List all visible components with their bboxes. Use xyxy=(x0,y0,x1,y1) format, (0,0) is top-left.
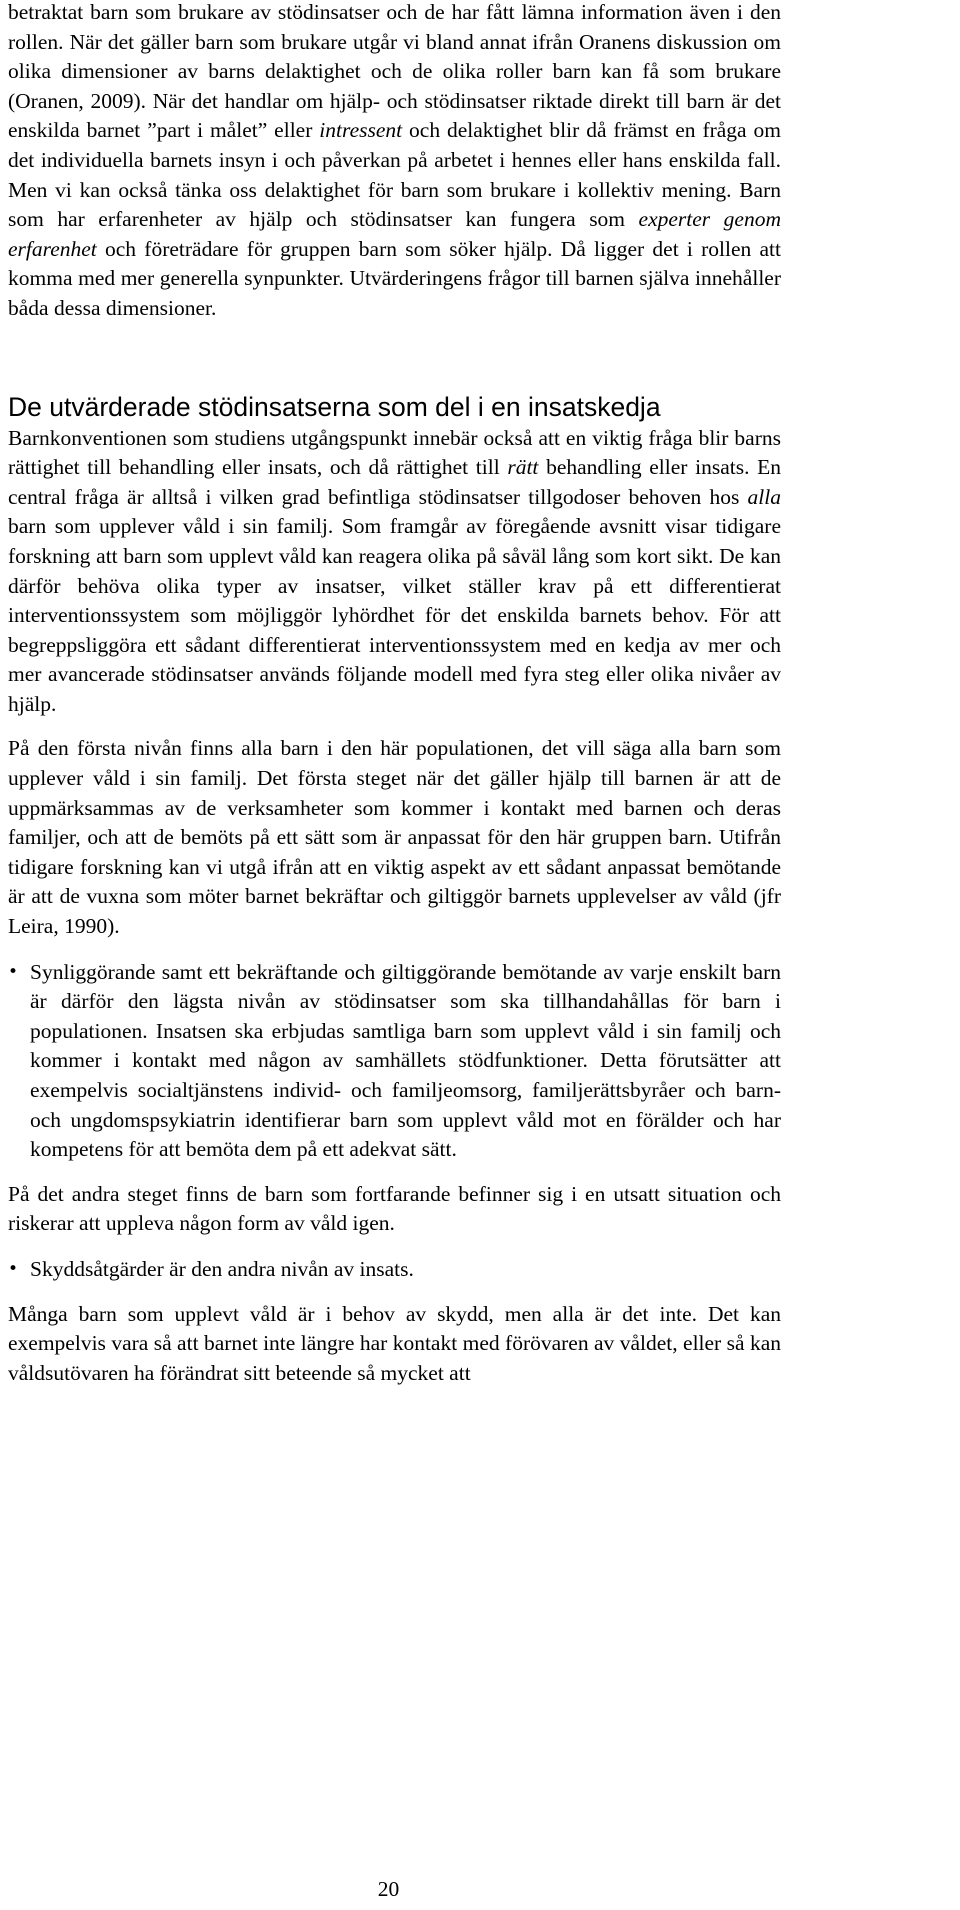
paragraph-forsta-nivan: På den första nivån finns alla barn i den här populationen, det vill säga alla barn som upplever våld i sin familj. Det första steget när det gäller hjälp till barnen är att de uppmärksammas av de verksamheter som kommer i kontakt med barnen och deras familjer, och att de bemöts på ett sätt som är anpassat för den här gruppen barn. Utifrån tidigare forskning kan vi utgå ifrån att en viktig aspekt av ett sådant anpassat bemötande är att de vuxna som möter barnet bekräftar och giltiggör barnets upplevelser av våld (jfr Leira, 1990). xyxy=(8,736,781,939)
text-run: och delaktighet blir då främst en fråga om det individuella barnets insyn i och påverkan på arbetet i hennes eller hans enskilda fall. Men vi kan också tänka oss delaktighet för barn som brukare i kollektiv mening. Barn som har erfarenheter av hjälp och stödinsatser kan fungera som xyxy=(8,118,781,232)
text-run: och företrädare för gruppen barn som söker hjälp. Då ligger det i rollen att komma med mer generella synpunkter. Utvärderingens frågor till barnen själva innehåller båda dessa dimensioner. xyxy=(8,236,781,320)
section-heading: De utvärderade stödinsatserna som del i en insatskedja xyxy=(8,391,661,422)
text-run: barn som upplever våld i sin familj. Som framgår av föregående avsnitt visar tidigare forskning att barn som upplevt våld kan reagera olika på såväl lång som kort sikt. De kan därför behöva olika typer av insatser, vilket ställer krav på ett differentierat interventionssystem som möjliggör lyhördhet för det enskilda barnets behov. För att begreppsliggöra ett sådant differentierat interventionssystem med en kedja av mer och mer avancerade stödinsatser används följande modell med fyra steg eller olika nivåer av hjälp. xyxy=(8,514,781,716)
page-number: 20 xyxy=(377,1877,400,1901)
text-run: betraktat barn som brukare av stödinsatser och de har fått lämna information även i den rollen. När det gäller barn som brukare utgår vi bland annat ifrån Oranens diskussion om olika dimensioner av barns delaktighet och de olika roller barn kan få som brukare (Oranen, 2009). När det handlar om hjälp- och stödinsatser riktade direkt till barn är det enskilda barnet ”part i målet” eller xyxy=(8,0,781,143)
bullet-icon: • xyxy=(8,961,19,982)
paragraph-delaktighet xyxy=(8,0,781,324)
document-page xyxy=(8,0,781,1388)
bullet-item-skyddsatgarder xyxy=(8,1255,781,1285)
paragraph-andra-steget: På det andra steget finns de barn som fortfarande befinner sig i en utsatt situation och riskerar att uppleva någon form av våld igen. xyxy=(8,1181,781,1236)
text-run: Barnkonventionen som studiens utgångspunkt innebär också att en viktig fråga blir barns rättighet till behandling eller insats, och då rättighet till xyxy=(8,425,781,480)
paragraph-skydd: Många barn som upplevt våld är i behov av skydd, men alla är det inte. Det kan exempelvis vara så att barnet inte längre har kontakt med förövaren av våldet, eller så kan våldsutövaren ha förändrat sitt beteende så mycket att xyxy=(8,1301,781,1385)
paragraph-barnkonventionen xyxy=(8,424,781,720)
emphasis-intressent: intressent xyxy=(319,118,403,143)
bullet-text: Synliggörande samt ett bekräftande och giltiggörande bemötande av varje enskilt barn är därför den lägsta nivån av stödinsatser som ska tillhandahållas för barn i populationen. Insatsen ska erbjudas samtliga barn som upplevt våld i sin familj och kommer i kontakt med någon av samhällets stödfunktioner. Detta förutsätter att exempelvis socialtjänstens individ- och familjeomsorg, familjerättsbyråer och barn- och ungdomspsykiatrin identifierar barn som upplevt våld mot en förälder och har kompetens för att bemöta dem på ett adekvat sätt. xyxy=(30,959,781,1162)
text-run: behandling eller insats. En central fråga är alltså i vilken grad befintliga stödinsatser tillgodoser behoven hos xyxy=(8,455,781,509)
emphasis-experter: experter genom erfarenhet xyxy=(8,207,781,261)
bullet-text: Skyddsåtgärder är den andra nivån av insats. xyxy=(30,1256,414,1281)
bullet-item-synliggorande xyxy=(8,958,781,1165)
emphasis-alla: alla xyxy=(747,484,781,509)
bullet-icon: • xyxy=(8,1258,19,1279)
emphasis-ratt: rätt xyxy=(507,455,539,480)
